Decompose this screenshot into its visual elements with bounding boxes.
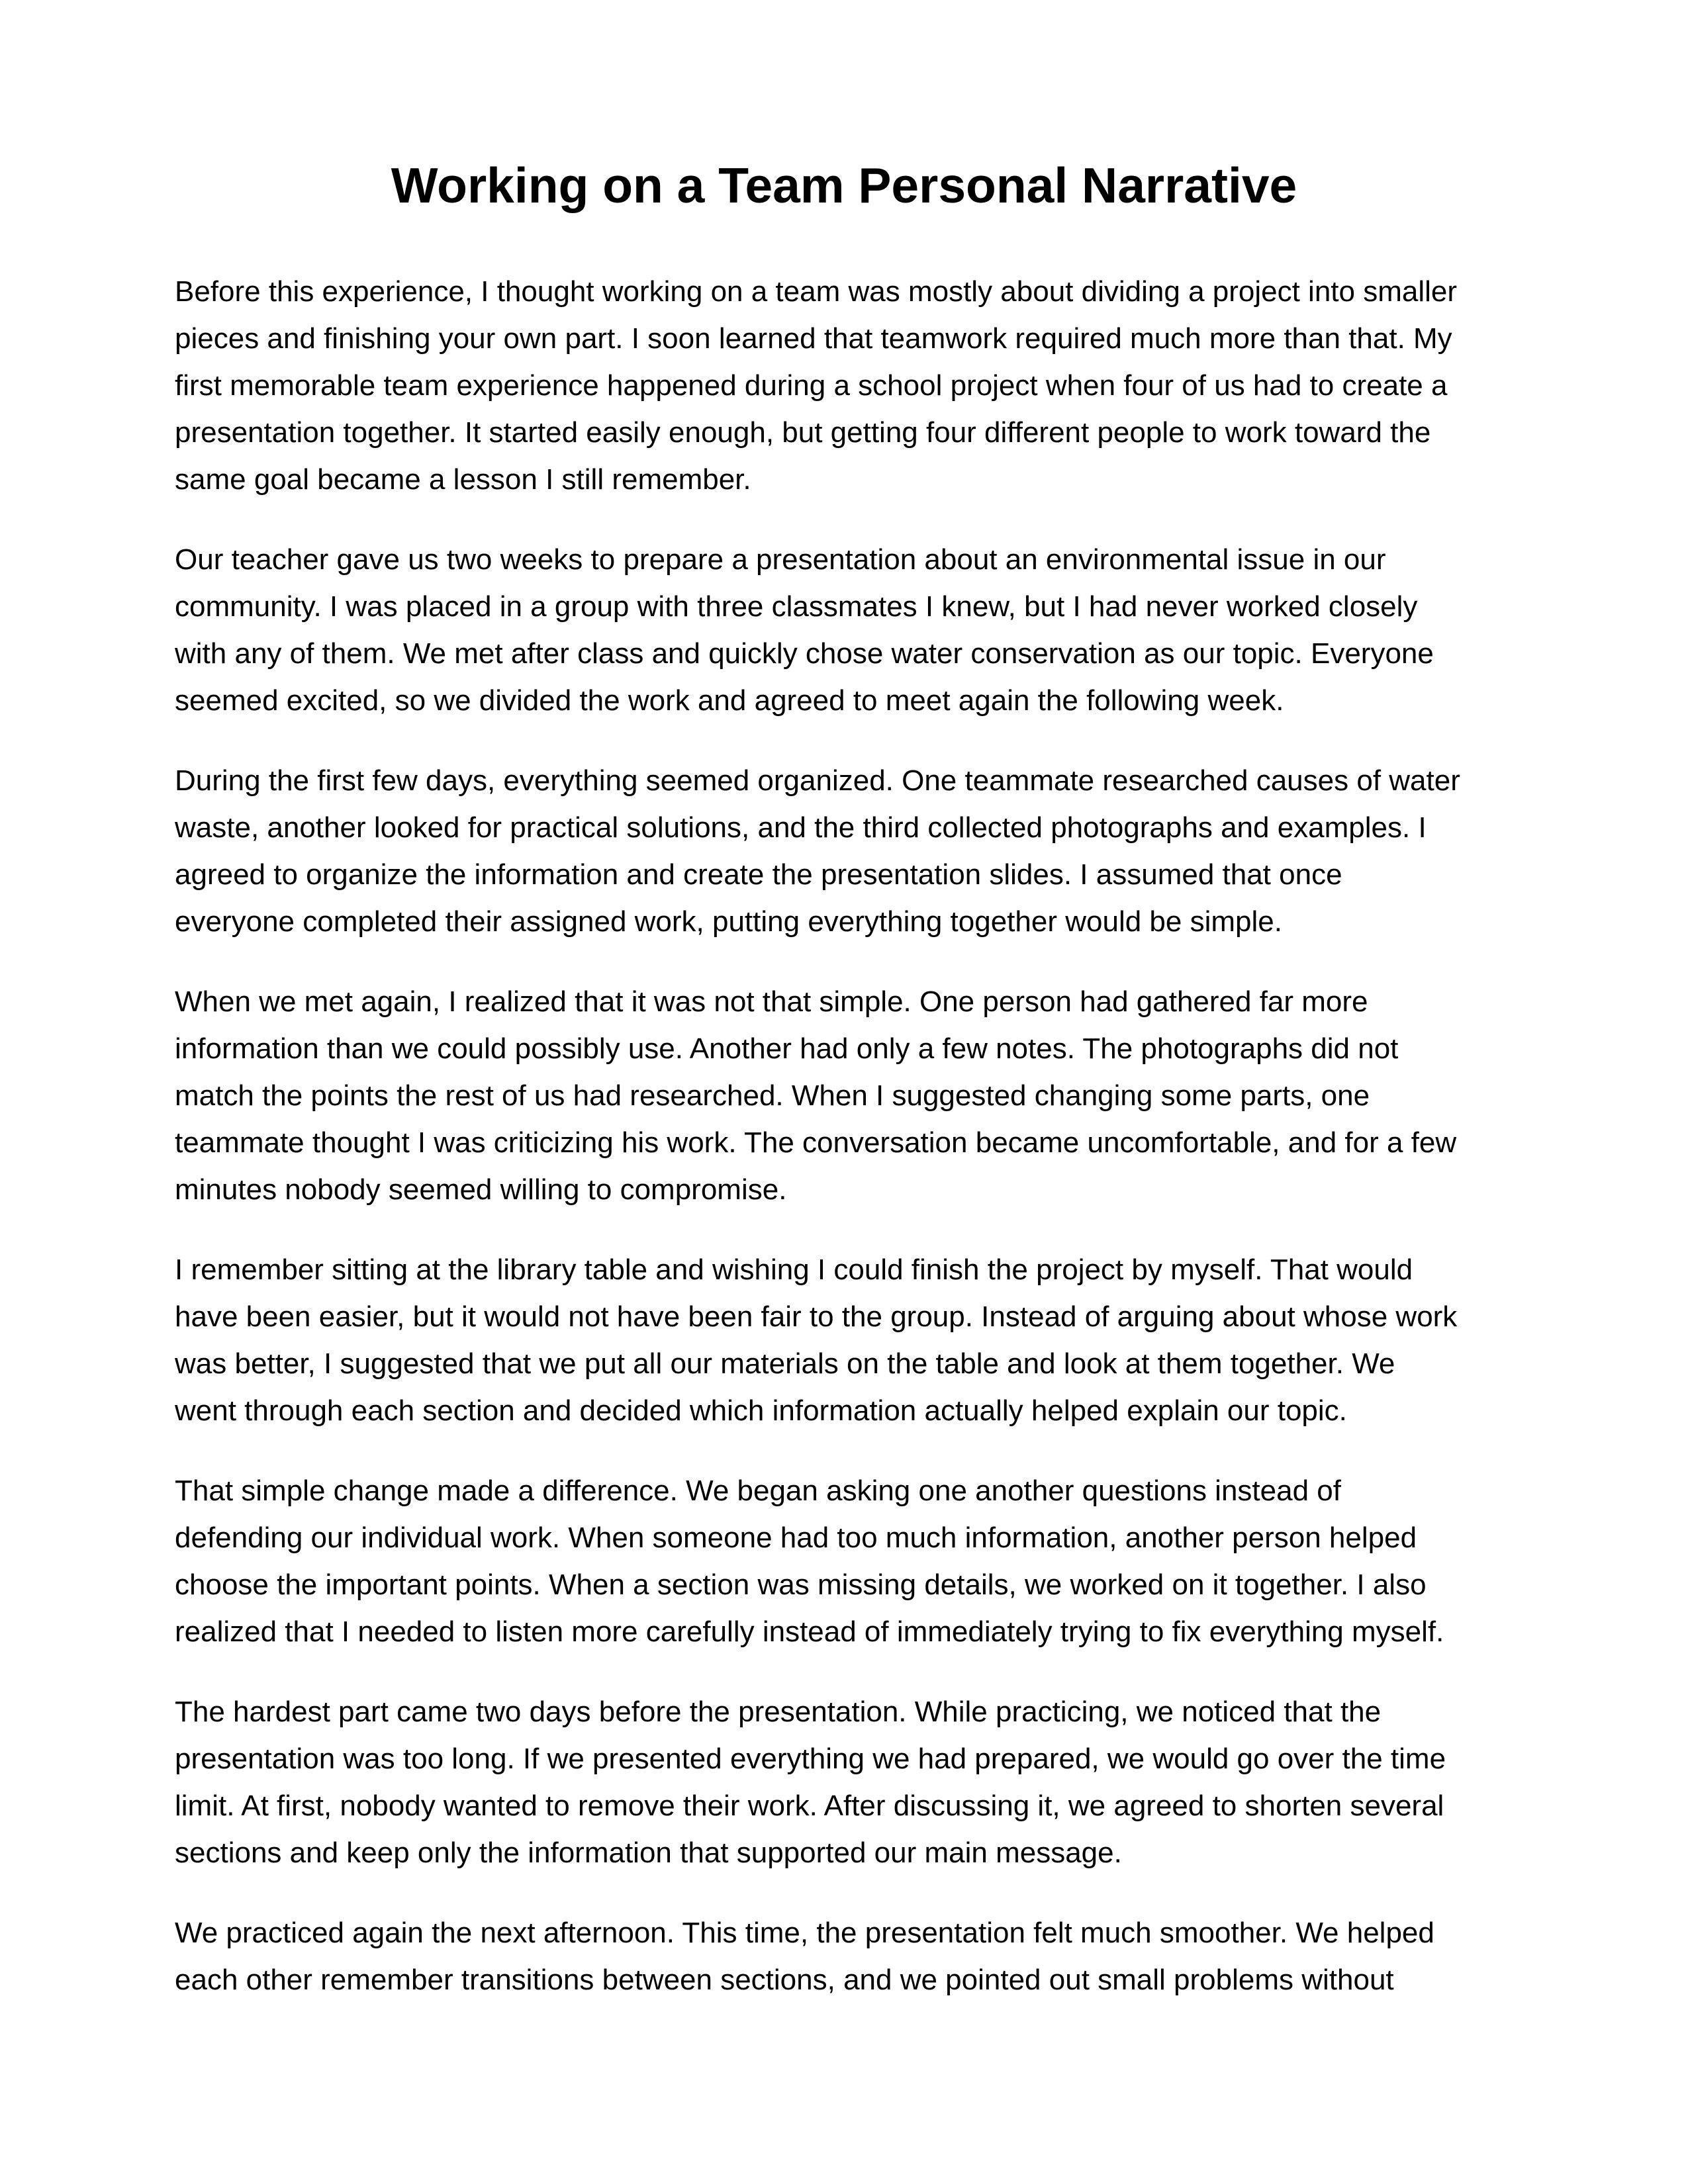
- paragraph-line: community. I was placed in a group with three classmates I knew, but I had never worked closely: [175, 590, 1418, 623]
- paragraph-line: That simple change made a difference. We began asking one another questions instead of: [175, 1475, 1341, 1507]
- paragraph: [175, 1467, 1525, 1655]
- paragraph-line: We practiced again the next afternoon. This time, the presentation felt much smoother. We helped: [175, 1917, 1434, 1949]
- paragraph: [175, 1246, 1525, 1434]
- paragraph-line: sections and keep only the information that supported our main message.: [175, 1837, 1122, 1869]
- paragraph-line: choose the important points. When a section was missing details, we worked on it together. I also: [175, 1569, 1427, 1601]
- paragraph-line: defending our individual work. When someone had too much information, another person helped: [175, 1522, 1417, 1554]
- paragraph: [175, 268, 1525, 503]
- paragraph-line: minutes nobody seemed willing to compromise.: [175, 1173, 787, 1206]
- paragraph-line: was better, I suggested that we put all our materials on the table and look at them together. We: [175, 1347, 1395, 1380]
- paragraph: [175, 536, 1525, 724]
- document-body: [175, 268, 1525, 2036]
- paragraph-line: presentation was too long. If we presented everything we had prepared, we would go over the time: [175, 1743, 1446, 1775]
- paragraph-line: everyone completed their assigned work, putting everything together would be simple.: [175, 905, 1282, 938]
- paragraph-line: limit. At first, nobody wanted to remove their work. After discussing it, we agreed to shorten several: [175, 1790, 1444, 1822]
- paragraph-line: have been easier, but it would not have been fair to the group. Instead of arguing about whose work: [175, 1300, 1458, 1333]
- paragraph: [175, 1688, 1525, 1876]
- paragraph-line: I remember sitting at the library table and wishing I could finish the project by myself. That would: [175, 1253, 1413, 1286]
- paragraph: [175, 757, 1525, 945]
- paragraph-line: Our teacher gave us two weeks to prepare a presentation about an environmental issue in our: [175, 543, 1386, 576]
- paragraph-line: pieces and finishing your own part. I soon learned that teamwork required much more than that. My: [175, 322, 1452, 355]
- paragraph: [175, 978, 1525, 1213]
- paragraph-line: agreed to organize the information and create the presentation slides. I assumed that once: [175, 858, 1342, 891]
- paragraph-line: went through each section and decided which information actually helped explain our topic.: [175, 1394, 1347, 1427]
- paragraph-line: same goal became a lesson I still remember.: [175, 463, 751, 496]
- paragraph-line: information than we could possibly use. Another had only a few notes. The photographs did not: [175, 1032, 1399, 1065]
- paragraph-line: seemed excited, so we divided the work and agreed to meet again the following week.: [175, 684, 1284, 717]
- paragraph-line: first memorable team experience happened during a school project when four of us had to create a: [175, 369, 1448, 402]
- paragraph-line: teammate thought I was criticizing his work. The conversation became uncomfortable, and for a few: [175, 1126, 1457, 1159]
- paragraph-line: The hardest part came two days before the presentation. While practicing, we noticed that the: [175, 1696, 1382, 1728]
- paragraph-line: waste, another looked for practical solutions, and the third collected photographs and examples. I: [175, 811, 1427, 844]
- paragraph-line: When we met again, I realized that it was not that simple. One person had gathered far more: [175, 985, 1368, 1018]
- paragraph: [175, 1909, 1525, 2003]
- paragraph-line: match the points the rest of us had researched. When I suggested changing some parts, one: [175, 1079, 1370, 1112]
- paragraph-line: presentation together. It started easily enough, but getting four different people to work toward the: [175, 416, 1431, 449]
- paragraph-line: realized that I needed to listen more carefully instead of immediately trying to fix everything myself.: [175, 1615, 1444, 1648]
- document-title: Working on a Team Personal Narrative: [391, 158, 1297, 213]
- paragraph-line: Before this experience, I thought working on a team was mostly about dividing a project into smaller: [175, 275, 1458, 308]
- paragraph-line: with any of them. We met after class and quickly chose water conservation as our topic. Everyone: [175, 637, 1434, 670]
- paragraph-line: each other remember transitions between sections, and we pointed out small problems without: [175, 1964, 1394, 1996]
- paragraph-line: During the first few days, everything seemed organized. One teammate researched causes of water: [175, 764, 1460, 797]
